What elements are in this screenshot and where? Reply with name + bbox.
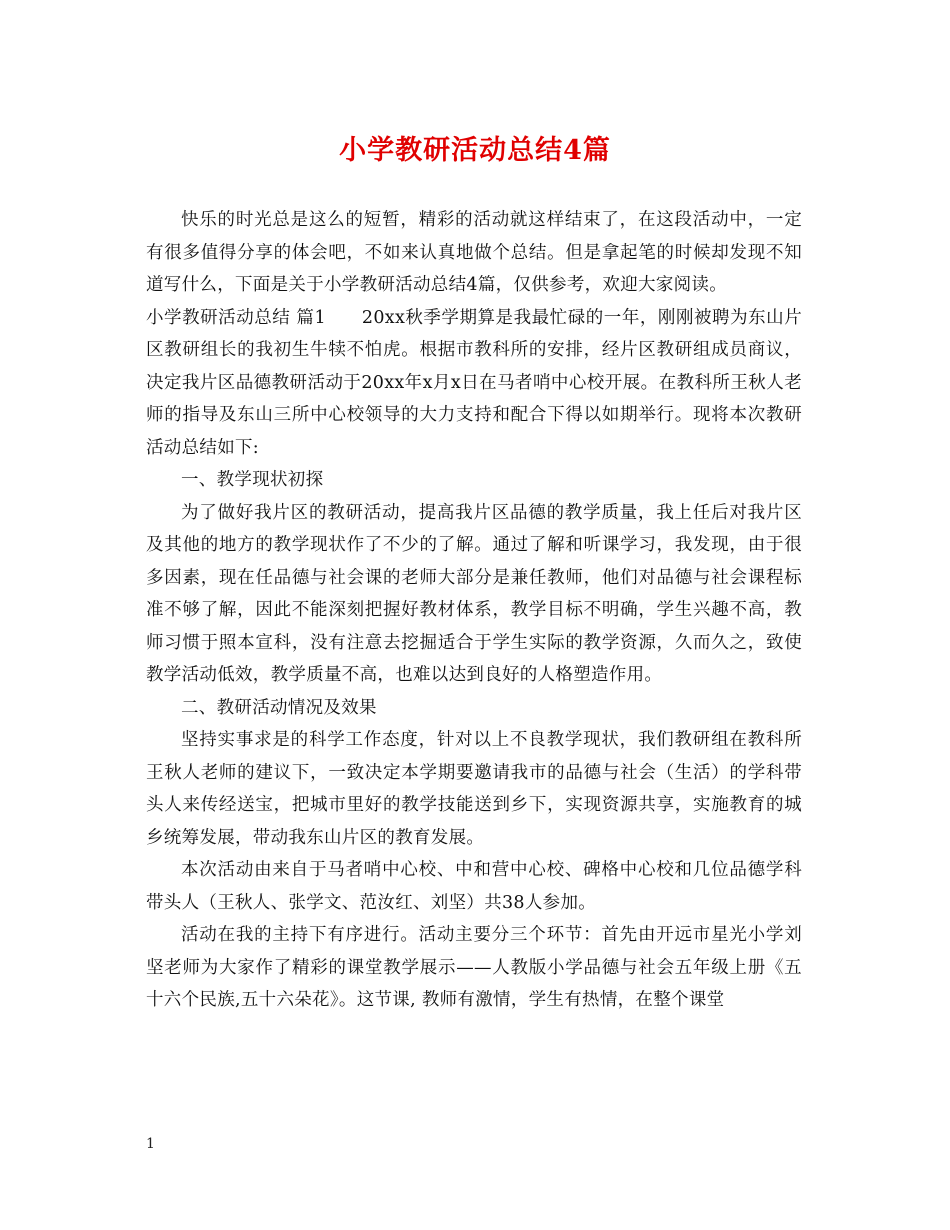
section-opening-text: 20xx秋季学期算是我最忙碌的一年，刚刚被聘为东山片区教研组长的我初生牛犊不怕虎。根据市教科所的安排，经片区教研组成员商议，决定我片区品德教研活动于20xx年x月x日在马者哨中心校开展。在教科所王秋人老师的指导及东山三所中心校领导的大力支持和配合下得以如期举行。现将本次教研活动总结如下: — [146, 307, 802, 458]
paragraph-teaching-status: 为了做好我片区的教研活动，提高我片区品德的教学质量，我上任后对我片区及其他的地方的教学现状作了不少的了解。通过了解和听课学习，我发现，由于很多因素，现在任品德与社会课的老师大部分是兼任教师，他们对品德与社会课程标准不够了解，因此不能深刻把握好教材体系，教学目标不明确，学生兴趣不高，教师习惯于照本宣科，没有注意去挖掘适合于学生实际的教学资源，久而久之，致使教学活动低效，教学质量不高，也难以达到良好的人格塑造作用。 — [146, 502, 802, 685]
paragraph-activity-approach: 坚持实事求是的科学工作态度，针对以上不良教学现状，我们教研组在教科所王秋人老师的建议下，一致决定本学期要邀请我市的品德与社会（生活）的学科带头人来传经送宝，把城市里好的教学技能送到乡下，实现资源共享，实施教育的城乡统筹发展，带动我东山片区的教育发展。 — [146, 730, 802, 848]
heading-activity-effects: 二、教研活动情况及效果 — [181, 697, 377, 718]
section-opening-paragraph — [146, 302, 802, 465]
section-label: 小学教研活动总结 篇1 — [146, 307, 326, 328]
paragraph-activity-process: 活动在我的主持下有序进行。活动主要分三个环节：首先由开远市星光小学刘坚老师为大家作了精彩的课堂教学展示——人教版小学品德与社会五年级上册《五十六个民族,五十六朵花》。这节课, 教师有激情，学生有热情，在整个课堂 — [146, 925, 802, 1010]
document-body — [146, 204, 802, 1017]
document-title: 小学教研活动总结4篇 — [339, 135, 611, 166]
page-number: 1 — [146, 1136, 155, 1152]
heading-teaching-status: 一、教学现状初探 — [181, 470, 324, 490]
intro-paragraph: 快乐的时光总是这么的短暂，精彩的活动就这样结束了，在这段活动中，一定有很多值得分享的体会吧，不如来认真地做个总结。但是拿起笔的时候却发现不知道写什么，下面是关于小学教研活动总结4篇，仅供参考，欢迎大家阅读。 — [146, 210, 802, 295]
paragraph-participants: 本次活动由来自于马者哨中心校、中和营中心校、碑格中心校和几位品德学科带头人（王秋人、张学文、范汝红、刘坚）共38人参加。 — [146, 860, 802, 913]
